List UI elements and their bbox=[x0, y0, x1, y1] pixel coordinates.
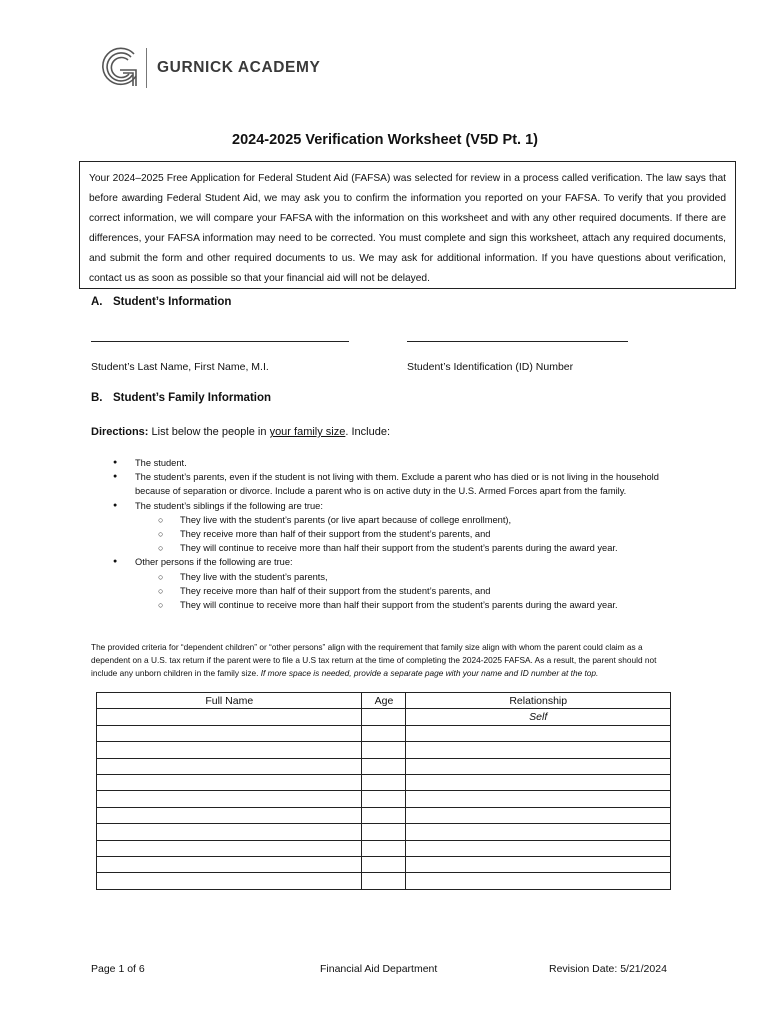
intro-box: Your 2024–2025 Free Application for Federal Student Aid (FAFSA) was selected for review in a process called verification. The law says that before awarding Federal Student Aid, we may ask you to confirm the information you reported on your FAFSA. To verify that you provided correct information, we will compare your FAFSA with the information on this worksheet and with any other required documents. If there are differences, your FAFSA information may need to be corrected. You must complete and sign this worksheet, attach any required documents, and submit the form and other required documents to us. We may ask for additional information. If you have questions about verification, contact us as soon as possible so that your financial aid will not be delayed. bbox=[79, 161, 736, 289]
table-row bbox=[97, 725, 671, 741]
table-row bbox=[97, 807, 671, 823]
bullet-others: ● Other persons if the following are true: bbox=[113, 555, 688, 569]
other-criterion: ○ They live with the student’s parents, bbox=[113, 570, 688, 584]
relationship-cell[interactable]: Self bbox=[406, 709, 671, 725]
name-cell[interactable] bbox=[97, 840, 362, 856]
page-title: 2024-2025 Verification Worksheet (V5D Pt. 1) bbox=[232, 132, 538, 148]
table-row bbox=[97, 856, 671, 872]
age-cell[interactable] bbox=[362, 807, 406, 823]
age-cell[interactable] bbox=[362, 873, 406, 889]
other-criterion: ○ They will continue to receive more than half their support from the student’s parents during the award year. bbox=[113, 598, 688, 612]
table-row bbox=[97, 840, 671, 856]
name-cell[interactable] bbox=[97, 824, 362, 840]
table-row bbox=[97, 791, 671, 807]
table-row bbox=[97, 824, 671, 840]
bullet-parents: ● The student’s parents, even if the student is not living with them. Exclude a parent who has died or is not living in the household because of separation or divorce. Include a parent who is on active duty in the U.S. Armed Forces apart from the family. bbox=[113, 470, 688, 498]
brand-name: GURNICK ACADEMY bbox=[157, 59, 321, 76]
student-name-label: Student’s Last Name, First Name, M.I. bbox=[91, 361, 269, 373]
name-cell[interactable] bbox=[97, 807, 362, 823]
name-cell[interactable] bbox=[97, 725, 362, 741]
age-cell[interactable] bbox=[362, 725, 406, 741]
table-header-row bbox=[97, 693, 671, 709]
criteria-italic: If more space is needed, provide a separate page with your name and ID number at the top. bbox=[260, 668, 599, 678]
relationship-cell[interactable] bbox=[406, 856, 671, 872]
name-cell[interactable] bbox=[97, 873, 362, 889]
name-cell[interactable] bbox=[97, 791, 362, 807]
footer-page: Page 1 of 6 bbox=[91, 963, 145, 975]
footer-department: Financial Aid Department bbox=[320, 963, 438, 975]
col-age: Age bbox=[362, 693, 406, 709]
section-b-heading bbox=[91, 392, 271, 404]
table-row bbox=[97, 758, 671, 774]
logo-divider bbox=[146, 48, 147, 88]
criteria-text: The provided criteria for “dependent children” or “other persons” align with the requirement that family size align with whom the parent could claim as a dependent on a U.S. tax return if the parent were to file a U.S tax return at the time of completing the 2024-2025 FAFSA. As a result, the parent should not include any unborn children in the family size. bbox=[91, 642, 657, 678]
gurnick-g-logo-icon bbox=[98, 46, 142, 90]
age-cell[interactable] bbox=[362, 758, 406, 774]
bullet-siblings: ● The student’s siblings if the following are true: bbox=[113, 499, 688, 513]
age-cell[interactable] bbox=[362, 774, 406, 790]
student-id-label: Student’s Identification (ID) Number bbox=[407, 361, 574, 373]
sibling-criterion: ○ They receive more than half of their support from the student’s parents, and bbox=[113, 527, 688, 541]
section-a-title: Student’s Information bbox=[113, 296, 232, 308]
table-row bbox=[97, 774, 671, 790]
relationship-cell[interactable] bbox=[406, 873, 671, 889]
table-row bbox=[97, 709, 671, 725]
include-list bbox=[113, 456, 688, 612]
student-name-line[interactable] bbox=[91, 341, 349, 342]
sibling-criterion: ○ They will continue to receive more than half their support from the student’s parents during the award year. bbox=[113, 541, 688, 555]
name-cell[interactable] bbox=[97, 774, 362, 790]
age-cell[interactable] bbox=[362, 742, 406, 758]
relationship-cell[interactable] bbox=[406, 725, 671, 741]
directions bbox=[91, 426, 390, 438]
col-full-name: Full Name bbox=[97, 693, 362, 709]
relationship-cell[interactable] bbox=[406, 824, 671, 840]
table-row bbox=[97, 873, 671, 889]
table-row bbox=[97, 742, 671, 758]
section-b-title: Student’s Family Information bbox=[113, 392, 272, 404]
family-size-link[interactable]: your family size bbox=[269, 426, 346, 438]
section-b-letter: B. bbox=[91, 392, 103, 404]
relationship-cell[interactable] bbox=[406, 774, 671, 790]
directions-pre: List below the people in bbox=[148, 426, 270, 438]
age-cell[interactable] bbox=[362, 824, 406, 840]
family-table bbox=[96, 692, 671, 890]
name-cell[interactable] bbox=[97, 856, 362, 872]
gurnick-logo bbox=[98, 46, 320, 90]
relationship-cell[interactable] bbox=[406, 758, 671, 774]
bullet-student: ● The student. bbox=[113, 456, 688, 470]
name-cell[interactable] bbox=[97, 709, 362, 725]
relationship-cell[interactable] bbox=[406, 840, 671, 856]
section-a-letter: A. bbox=[91, 296, 103, 308]
sibling-criterion: ○ They live with the student’s parents (or live apart because of college enrollment), bbox=[113, 513, 688, 527]
name-cell[interactable] bbox=[97, 758, 362, 774]
student-id-line[interactable] bbox=[407, 341, 628, 342]
directions-label: Directions: bbox=[91, 426, 149, 438]
age-cell[interactable] bbox=[362, 856, 406, 872]
relationship-cell[interactable] bbox=[406, 791, 671, 807]
criteria-note bbox=[91, 641, 681, 680]
other-criterion: ○ They receive more than half of their support from the student’s parents, and bbox=[113, 584, 688, 598]
age-cell[interactable] bbox=[362, 791, 406, 807]
relationship-cell[interactable] bbox=[406, 807, 671, 823]
name-cell[interactable] bbox=[97, 742, 362, 758]
col-relationship: Relationship bbox=[406, 693, 671, 709]
age-cell[interactable] bbox=[362, 840, 406, 856]
directions-post: . Include: bbox=[345, 426, 390, 438]
section-a-heading bbox=[91, 296, 231, 308]
relationship-cell[interactable] bbox=[406, 742, 671, 758]
age-cell[interactable] bbox=[362, 709, 406, 725]
footer-revision: Revision Date: 5/21/2024 bbox=[549, 963, 667, 975]
